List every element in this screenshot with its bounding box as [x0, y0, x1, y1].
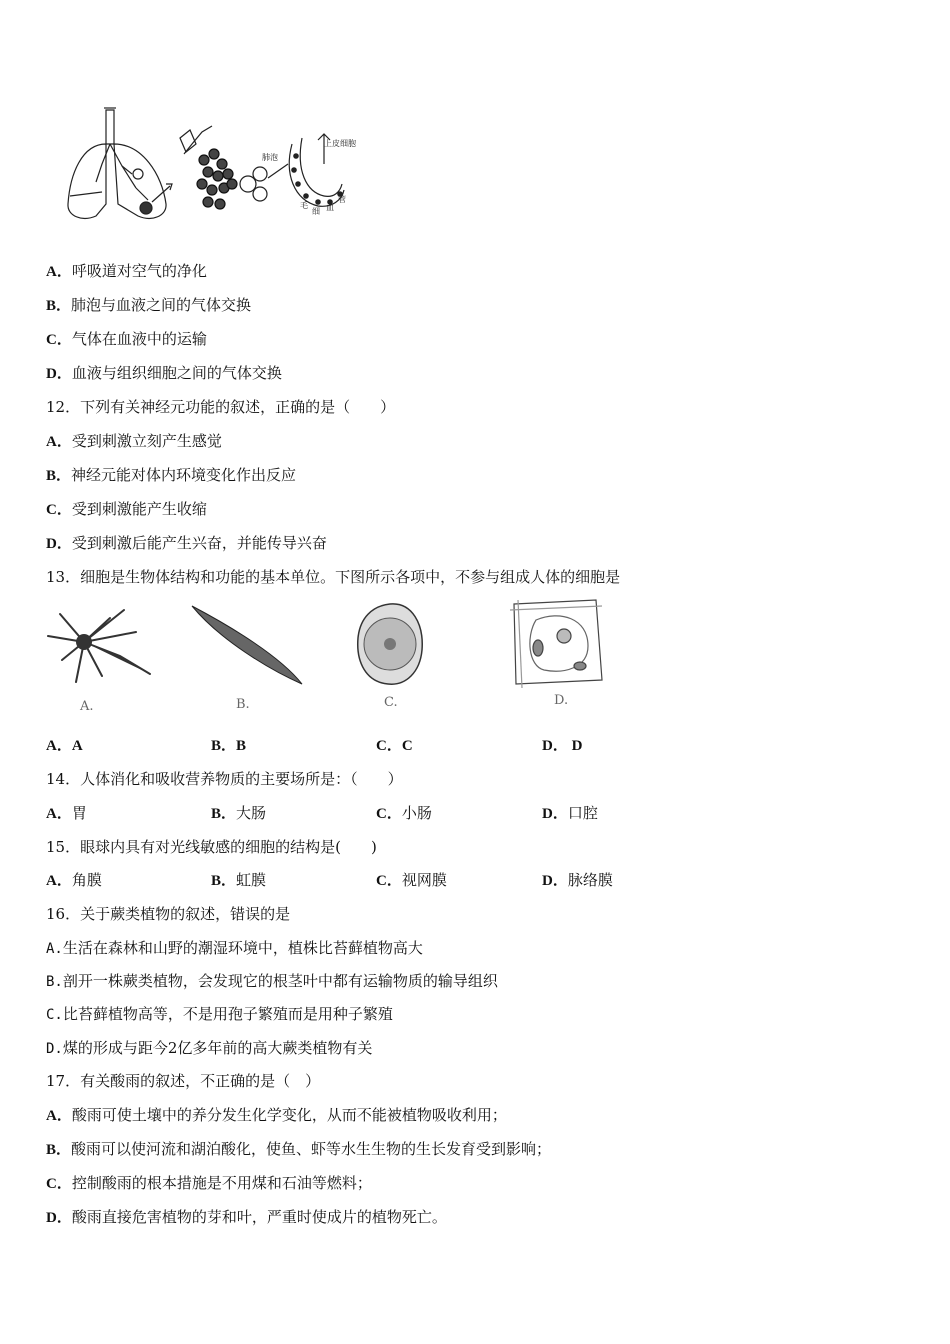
cell-label-b: B. — [236, 697, 250, 712]
label-alveolus: 肺泡 — [262, 153, 278, 162]
plant-cell-figure — [510, 600, 602, 688]
round-cell-figure — [358, 604, 422, 684]
muscle-cell-figure — [192, 606, 302, 684]
q16-option-c: C.比苔藓植物高等，不是用孢子繁殖而是用种子繁殖 — [46, 1005, 393, 1023]
q13-stem: 13．细胞是生物体结构和功能的基本单位。下图所示各项中，不参与组成人体的细胞是 — [46, 568, 621, 586]
label-cap-2: 细 — [312, 207, 320, 216]
q11-option-a: A．呼吸道对空气的净化 — [46, 262, 207, 280]
q17-stem: 17．有关酸雨的叙述，不正确的是（ ） — [46, 1072, 321, 1090]
cell-label-a: A. — [80, 699, 94, 714]
respiratory-figure — [62, 104, 368, 232]
q12-option-c: C．受到刺激能产生收缩 — [46, 500, 207, 518]
q17-option-d: D．酸雨直接危害植物的芽和叶，严重时使成片的植物死亡。 — [46, 1208, 447, 1226]
q17-option-a: A．酸雨可使土壤中的养分发生化学变化，从而不能被植物吸收利用； — [46, 1106, 507, 1124]
q16-option-a: A.生活在森林和山野的潮湿环境中，植株比苔藓植物高大 — [46, 939, 423, 957]
cell-label-d: D. — [554, 693, 569, 708]
q12-option-a: A．受到刺激立刻产生感觉 — [46, 432, 222, 450]
label-epithelial: 上皮细胞 — [324, 139, 356, 148]
q12-stem: 12．下列有关神经元功能的叙述，正确的是（ ） — [46, 398, 396, 416]
label-cap-3: 血 — [326, 203, 334, 212]
cells-figure — [40, 596, 620, 718]
q16-option-b: B.剖开一株蕨类植物，会发现它的根茎叶中都有运输物质的输导组织 — [46, 972, 498, 990]
q17-option-c: C．控制酸雨的根本措施是不用煤和石油等燃料； — [46, 1174, 372, 1192]
q16-option-d: D.煤的形成与距今2亿多年前的高大蕨类植物有关 — [46, 1039, 373, 1057]
q12-option-b: B．神经元能对体内环境变化作出反应 — [46, 466, 297, 484]
q11-option-c: C．气体在血液中的运输 — [46, 330, 207, 348]
q12-option-d: D．受到刺激后能产生兴奋，并能传导兴奋 — [46, 534, 327, 552]
q11-option-d: D．血液与组织细胞之间的气体交换 — [46, 364, 282, 382]
q11-option-b: B．肺泡与血液之间的气体交换 — [46, 296, 252, 314]
q15-stem: 15．眼球内具有对光线敏感的细胞的结构是( ) — [46, 838, 377, 856]
q14-stem: 14．人体消化和吸收营养物质的主要场所是：（ ） — [46, 770, 403, 788]
q17-option-b: B．酸雨可以使河流和湖泊酸化，使鱼、虾等水生生物的生长发育受到影响； — [46, 1140, 552, 1158]
label-cap-4: 管 — [338, 195, 346, 204]
label-cap-1: 毛 — [300, 201, 308, 210]
neuron-figure — [48, 610, 150, 682]
cell-label-c: C. — [384, 695, 398, 710]
q16-stem: 16．关于蕨类植物的叙述，错误的是 — [46, 905, 291, 923]
